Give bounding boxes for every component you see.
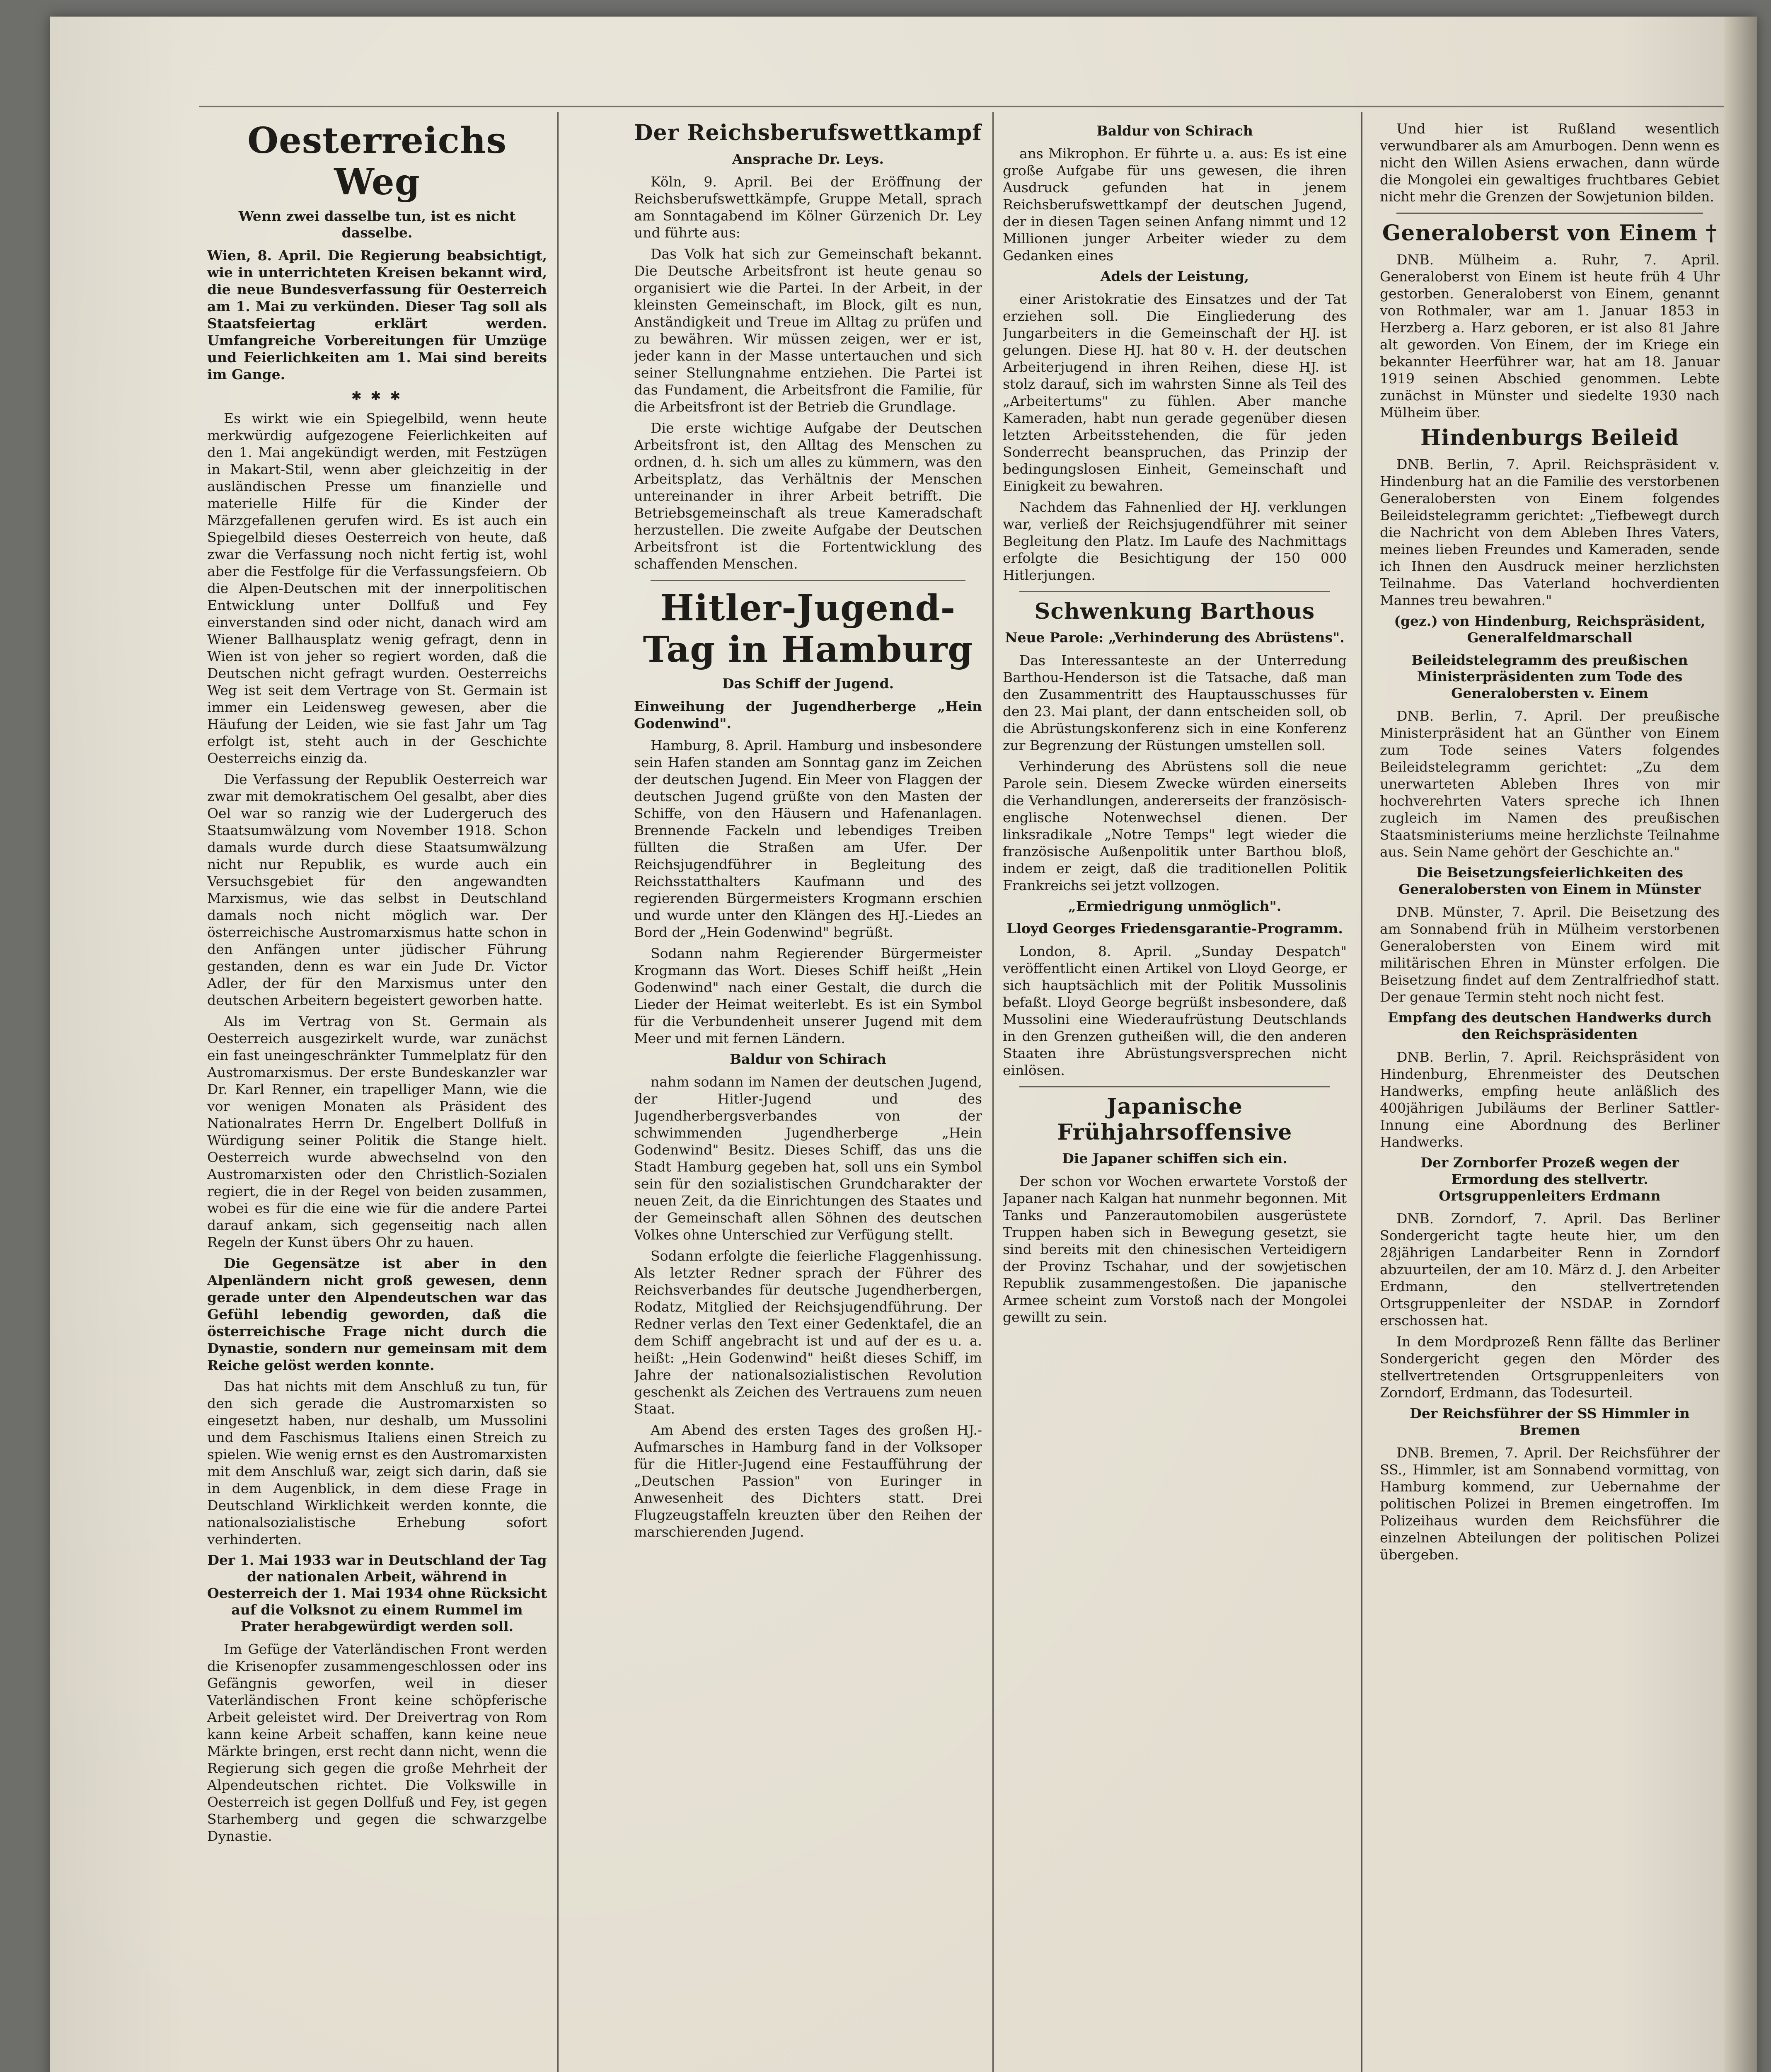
paragraph: In dem Mordprozeß Renn fällte das Berliner Sondergericht gegen den Mörder des stellvertretenden Ortsgruppenleiters von Zorndorf, Erdmann, das Todesurteil. bbox=[1380, 1334, 1720, 1401]
paragraph: Es wirkt wie ein Spiegelbild, wenn heute merkwürdig aufgezogene Feierlichkeiten auf den 1. Mai angekündigt werden, mit Festzügen in Makart-Stil, wenn aber gleichzeitig in der ausländischen Presse um finanzielle und materielle Hilfe für die Kinder der Märzgefallenen gerufen wird. Es ist auch ein Spiegelbild dieses Oesterreich von heute, daß zwar die Verfassung noch nicht fertig ist, wohl aber die Festfolge für die Verfassungsfeiern. Ob die Alpen-Deutschen mit der innerpolitischen Entwicklung unter Dollfuß und Fey einverstanden sind oder nicht, danach wird am Wiener Ballhausplatz wenig gefragt, denn in Wien ist von jeher so regiert worden, daß die Deutschen nicht gefragt wurden. Oesterreichs Weg ist seit dem Vertrage von St. Germain ist immer ein Leidensweg gewesen, aber die Häufung der Leiden, wie sie fast Jahr um Tag erfolgt ist, steht auch in der Geschichte Oesterreichs einzig da. bbox=[207, 410, 547, 766]
page-binding-edge bbox=[1724, 17, 1757, 2072]
paragraph: nahm sodann im Namen der deutschen Jugend, der Hitler-Jugend und des Jugendherbergsverbandes von der schwimmenden Jugendherberge „Hein Godenwind" Besitz. Dieses Schiff, das uns die Stadt Hamburg gegeben hat, soll uns ein Symbol sein für den sozialistischen Grundcharakter der neuen Zeit, da die Einrichtungen des Staates und der Gemeinschaft allen Söhnen des deutschen Volkes ohne Unterschied zur Verfügung stellt. bbox=[634, 1074, 982, 1243]
paragraph: ans Mikrophon. Er führte u. a. aus: Es ist eine große Aufgabe für uns gewesen, die ihren Ausdruck gefunden hat in jenem Reichsberufswettkampf der deutschen Jugend, der in diesen Tagen seinen Anfang nimmt und 12 Millionen junger Arbeiter wieder zu dem Gedanken eines bbox=[1003, 145, 1347, 264]
paragraph: DNB. Münster, 7. April. Die Beisetzung des am Sonnabend früh in Mülheim verstorbenen Generalobersten von Einem wird mit militärischen Ehren in Münster erfolgen. Die Beisetzung findet auf dem Zentralfriedhof statt. Der genaue Termin steht noch nicht fest. bbox=[1380, 904, 1720, 1005]
subheadline: Die Japaner schiffen sich ein. bbox=[1062, 1150, 1287, 1167]
paragraph: DNB. Mülheim a. Ruhr, 7. April. Generaloberst von Einem ist heute früh 4 Uhr gestorben. Generaloberst von Einem, genannt von Rothmaler, war am 1. Januar 1853 in Herzberg a. Harz geboren, er ist also 81 Jahre alt geworden. Von Einem, der im Kriege ein bekannter Heerführer war, hat am 18. Januar 1919 seinen Abschied genommen. Lebte zunächst in Münster und siedelte 1930 nach Mülheim über. bbox=[1380, 252, 1720, 421]
subheadline: Adels der Leistung, bbox=[1100, 268, 1249, 284]
headline-generaloberst-von-einem: Generaloberst von Einem † bbox=[1382, 220, 1718, 246]
paragraph: Hamburg, 8. April. Hamburg und insbesondere sein Hafen standen am Sonntag ganz im Zeichen der deutschen Jugend. Ein Meer von Flaggen der deutschen Jugend grüßte von den Masten der Schiffe, von den Häusern und Hafenanlagen. Brennende Fackeln und lebendiges Treiben füllten die Straßen am Ufer. Der Reichsjugendführer in Begleitung des Reichsstatthalters Kaufmann und des regierenden Bürgermeisters Krogmann erschien und wurde unter den Klängen des HJ.-Liedes an Bord der „Hein Godenwind" begrüßt. bbox=[634, 737, 982, 940]
paragraph: Das Volk hat sich zur Gemeinschaft bekannt. Die Deutsche Arbeitsfront ist heute genau so organisiert wie die Partei. In der Arbeit, in der kleinsten Gemeinschaft, im Block, gilt es nun, Anständigkeit und Treue im Alltag zu prüfen und zu bewähren. Wir müssen zeigen, wer er ist, jeder kann in der Masse untertauchen und sich seiner Stellungnahme entziehen. Die Partei ist das Fundament, die Arbeitsfront die Familie, für die Arbeitsfront ist der Betrieb die Grundlage. bbox=[634, 246, 982, 415]
paragraph: DNB. Berlin, 7. April. Reichspräsident v. Hindenburg hat an die Familie des verstorbenen Generalobersten von Einem folgendes Beileidstelegramm gerichtet: „Tiefbewegt durch die Nachricht von dem Ableben Ihres Vaters, meines lieben Freundes und Kameraden, sende ich Ihnen den Ausdruck meiner herzlichsten Teilnahme. Das Vaterland hochverdienten Mannes treu bewahren." bbox=[1380, 456, 1720, 608]
newspaper-page bbox=[50, 17, 1757, 2072]
article-lead: Wien, 8. April. Die Regierung beabsichtigt, wie in unterrichteten Kreisen bekannt wird, die neue Bundesverfassung für Oesterreich am 1. Mai zu verkünden. Dieser Tag soll als Staatsfeiertag erklärt werden. Umfangreiche Vorbereitungen für Umzüge und Feierlichkeiten am 1. Mai sind bereits im Gange. bbox=[207, 247, 547, 382]
signature-line: (gez.) von Hindenburg, Reichspräsident, Generalfeldmarschall bbox=[1394, 613, 1706, 646]
section-divider bbox=[1019, 1086, 1330, 1087]
paragraph: Das Interessanteste an der Unterredung Barthou-Henderson ist die Tatsache, daß man den Zusammentritt des Hauptausschusses für den 23. Mai plant, der dann entscheiden soll, ob die Abrüstungskonferenz sich in eine Konferenz zur Begrenzung der Rüstungen umstellen soll. bbox=[1003, 652, 1347, 753]
paragraph: Sodann nahm Regierender Bürgermeister Krogmann das Wort. Dieses Schiff heißt „Hein Godenwind" nach einer Gestalt, die durch die Lieder der Heimat weiterlebt. Es ist ein Symbol für die Verbundenheit unserer Jugend mit dem Meer und mit fernen Ländern. bbox=[634, 945, 982, 1046]
paragraph: Die erste wichtige Aufgabe der Deutschen Arbeitsfront ist, den Alltag des Menschen zu ordnen, d. h. sich um alles zu kümmern, was den Arbeitsplatz, das Verhältnis der Menschen untereinander in ihrer Arbeit betrifft. Die Betriebsgemeinschaft als treue Kameradschaft herzustellen. Die zweite Aufgabe der Deutschen Arbeitsfront ist die Fortentwicklung des schaffenden Menschen. bbox=[634, 420, 982, 572]
subheadline: Neue Parole: „Verhinderung des Abrüstens". bbox=[1005, 629, 1345, 646]
subheadline: Wenn zwei dasselbe tun, ist es nicht dasselbe. bbox=[238, 208, 516, 241]
subheadline: Der Zornborfer Prozeß wegen der Ermordung des stellvertr. Ortsgruppenleiters Erdmann bbox=[1420, 1155, 1679, 1204]
paragraph: einer Aristokratie des Einsatzes und der Tat erziehen soll. Die Eingliederung des Jungarbeiters in die Gemeinschaft der HJ. ist gelungen. Diese HJ. hat 80 v. H. der deutschen Arbeiterjugend in ihren Reihen, diese HJ. ist stolz darauf, sich im wahrsten Sinne als Teil des „Arbeitertums" zu fühlen. Aber manche Kameraden, habt nun gerade gegenüber diesen letzten Arbeitsstehenden, die für jeden Sonderrecht beanspruchen, das Prinzip der bedingungslosen Einheit, Gemeinschaft und Einigkeit zu bewahren. bbox=[1003, 291, 1347, 494]
column-rule bbox=[557, 112, 559, 2072]
subheadline: Die Beisetzungsfeierlichkeiten des Generalobersten von Einem in Münster bbox=[1398, 864, 1701, 897]
ornament-divider: ✱ ✱ ✱ bbox=[351, 389, 403, 404]
subheadline: „Ermiedrigung unmöglich". bbox=[1068, 898, 1282, 914]
subheadline: Empfang des deutschen Handwerks durch den Reichspräsidenten bbox=[1388, 1009, 1712, 1042]
paragraph: Nachdem das Fahnenlied der HJ. verklungen war, verließ der Reichsjugendführer mit seiner Begleitung den Platz. Im Laufe des Nachmittags erfolgte die Besichtigung der 150 000 Hitlerjungen. bbox=[1003, 499, 1347, 583]
subheadline: Ansprache Dr. Leys. bbox=[732, 151, 884, 167]
column-2 bbox=[634, 120, 982, 2072]
paragraph: Das hat nichts mit dem Anschluß zu tun, für den sich gerade die Austromarxisten so eingesetzt haben, nur deshalb, um Mussolini und dem Faschismus Italiens einen Streich zu spielen. Wie wenig ernst es den Austromarxisten mit dem Anschluß war, zeigt sich darin, daß sie in dem Augenblick, in dem diese Frage in Deutschland Wirklichkeit werden konnte, die nationalsozialistische Erhebung sofort verhinderten. bbox=[207, 1378, 547, 1547]
headline-oesterreichs-weg: Oesterreichs Weg bbox=[247, 120, 507, 203]
paragraph: DNB. Berlin, 7. April. Der preußische Ministerpräsident hat an Günther von Einem zum Tode seines Vaters folgendes Beileidstelegramm gerichtet: „Zu dem unerwarteten Ableben Ihres von mir hochverehrten Vaters spreche ich Ihnen zugleich im Namen des preußischen Staatsministeriums meine herzlichste Teilnahme aus. Sein Name gehört der Geschichte an." bbox=[1380, 708, 1720, 860]
paragraph: Die Verfassung der Republik Oesterreich war zwar mit demokratischem Oel gesalbt, aber dies Oel war so ranzig wie der Ludergeruch des Staatsumwälzung vom November 1918. Schon damals wurde durch diese Staatsumwälzung nicht nur Republik, es wurde auch ein Versuchsgebiet für den angewandten Marxismus, wie das selbst in Deutschland damals noch nicht möglich war. Der österreichische Austromarxismus hatte schon in den Anfängen unter jüdischer Führung gestanden, denn es war ein Jude Dr. Victor Adler, der für den Marxismus unter den deutschen Arbeitern begeistert geworben hatte. bbox=[207, 771, 547, 1008]
article-lead: Einweihung der Jugendherberge „Hein Godenwind". bbox=[634, 698, 982, 731]
column-rule bbox=[1361, 112, 1362, 2072]
subheadline: Baldur von Schirach bbox=[1096, 123, 1253, 139]
headline-reichsberufswettkampf: Der Reichsberufswettkampf bbox=[634, 120, 982, 145]
highlight-paragraph: Der 1. Mai 1933 war in Deutschland der Tag der nationalen Arbeit, während in Oesterreich der 1. Mai 1934 ohne Rücksicht auf die Volksnot zu einem Rummel im Prater herabgewürdigt werden soll. bbox=[207, 1552, 547, 1634]
subheadline: Der Reichsführer der SS Himmler in Bremen bbox=[1410, 1405, 1690, 1438]
paragraph: DNB. Zorndorf, 7. April. Das Berliner Sondergericht tagte heute hier, um den 28jährigen Landarbeiter Renn in Zorndorf abzuurteilen, der am 10. März d. J. den Arbeiter Erdmann, den stellvertretenden Ortsgruppenleiter der NSDAP. in Zorndorf erschossen hat. bbox=[1380, 1210, 1720, 1329]
top-rule bbox=[199, 106, 1724, 107]
column-rule bbox=[992, 112, 994, 2072]
column-1 bbox=[207, 120, 547, 2072]
paragraph: Im Gefüge der Vaterländischen Front werden die Krisenopfer zusammengeschlossen oder ins Gefängnis geworfen, weil in dieser Vaterländischen Front keine schöpferische Arbeit geleistet wird. Der Dreivertrag von Rom kann keine Arbeit schaffen, kann keine neue Märkte bringen, erst recht dann nicht, wenn die Regierung sich gegen die große Mehrheit der Alpendeutschen richtet. Die Volkswille in Oesterreich ist gegen Dollfuß und Fey, ist gegen Starhemberg und gegen die schwarzgelbe Dynastie. bbox=[207, 1641, 547, 1844]
paragraph: Sodann erfolgte die feierliche Flaggenhissung. Als letzter Redner sprach der Führer des Reichsverbandes für deutsche Jugendherbergen, Rodatz, Mitglied der Reichsjugendführung. Der Redner verlas den Text einer Gedenktafel, die an dem Schiff angebracht ist und auf der es u. a. heißt: „Hein Godenwind" heißt dieses Schiff, im Jahre der nationalsozialistischen Revolution geschenkt als Zeichen des Vertrauens zum neuen Staat. bbox=[634, 1248, 982, 1417]
headline-hindenburgs-beileid: Hindenburgs Beileid bbox=[1420, 425, 1679, 450]
section-divider bbox=[651, 580, 965, 581]
paragraph: Verhinderung des Abrüstens soll die neue Parole sein. Diesem Zwecke würden einerseits die Verhandlungen, andererseits der französisch-englische Notenwechsel dienen. Der linksradikale „Notre Temps" legt wieder die französische Außenpolitik unter Barthou bloß, indem er zeigt, daß die traditionellen Politik Frankreichs sei jetzt vollzogen. bbox=[1003, 758, 1347, 893]
subheadline: Baldur von Schirach bbox=[730, 1051, 886, 1067]
column-3 bbox=[1003, 120, 1347, 2072]
section-divider bbox=[1019, 591, 1330, 592]
paragraph: DNB. Berlin, 7. April. Reichspräsident von Hindenburg, Ehrenmeister des Deutschen Handwerks, empfing heute anläßlich des 400jährigen Jubiläums der Berliner Sattler-Innung eine Abordnung des Berliner Handwerks. bbox=[1380, 1049, 1720, 1150]
headline-schwenkung-barthous: Schwenkung Barthous bbox=[1034, 599, 1315, 624]
column-4 bbox=[1380, 120, 1720, 2072]
subheadline: Das Schiff der Jugend. bbox=[722, 675, 894, 692]
paragraph: Als im Vertrag von St. Germain als Oesterreich ausgezirkelt wurde, war zunächst ein fast uneingeschränkter Tummelplatz für den Austromarxismus. Der erste Bundeskanzler war Dr. Karl Renner, ein trapelliger Mann, wie die vor wenigen Monaten als Präsident des Nationalrates Herrn Dr. Engelbert Dollfuß in Würdigung seiner Politik die Stange hielt. Oesterreich wurde abwechselnd von den Austromarxisten oder den Christlich-Sozialen regiert, die in der Regel von beiden zusammen, wobei es für die eine wie für die andere Partei darauf ankam, sich gegenseitig nach allen Regeln der Kunst übers Ohr zu hauen. bbox=[207, 1013, 547, 1250]
paragraph: Der schon vor Wochen erwartete Vorstoß der Japaner nach Kalgan hat nunmehr begonnen. Mit Tanks und Panzerautomobilen ausgerüstete Truppen haben sich in Bewegung gesetzt, sie sind bereits mit den chinesischen Verteidigern der Provinz Tschahar, und der sowjetischen Republik zusammengestoßen. Die japanische Armee scheint zum Vorstoß nach der Mongolei gewillt zu sein. bbox=[1003, 1173, 1347, 1325]
subheadline: Beileidstelegramm des preußischen Ministerpräsidenten zum Tode des Generalobersten v. Einem bbox=[1411, 652, 1688, 701]
paragraph: Köln, 9. April. Bei der Eröffnung der Reichsberufswettkämpfe, Gruppe Metall, sprach am Sonntagabend im Kölner Gürzenich Dr. Ley und führte aus: bbox=[634, 174, 982, 241]
paragraph: Und hier ist Rußland wesentlich verwundbarer als am Amurbogen. Denn wenn es nicht den Willen Asiens erwachen, dann würde die Mongolei ein gewaltiges fruchtbares Gebiet nicht mehr die Grenzen der Sowjetunion bilden. bbox=[1380, 121, 1720, 205]
subheadline: Lloyd Georges Friedensgarantie-Programm. bbox=[1006, 920, 1343, 937]
paragraph: Am Abend des ersten Tages des großen HJ.-Aufmarsches in Hamburg fand in der Volksoper für die Hitler-Jugend eine Festaufführung der „Deutschen Passion" von Euringer in Anwesenheit des Dichters statt. Drei Flugzeugstaffeln kreuzten über den Reihen der marschierenden Jugend. bbox=[634, 1422, 982, 1540]
paragraph: DNB. Bremen, 7. April. Der Reichsführer der SS., Himmler, ist am Sonnabend vormittag, von Hamburg kommend, zur Uebernahme der politischen Polizei in Bremen eingetroffen. Im Polizeihaus wurden dem Reichsführer die einzelnen Abteilungen der politischen Polizei übergeben. bbox=[1380, 1445, 1720, 1563]
section-divider bbox=[1396, 213, 1703, 214]
headline-japanische-fruehjahrsoffensive: Japanische Frühjahrsoffensive bbox=[1057, 1094, 1292, 1145]
paragraph: London, 8. April. „Sunday Despatch" veröffentlicht einen Artikel von Lloyd George, er sich hauptsächlich mit der Politik Mussolinis befaßt. Lloyd George begrüßt insbesondere, daß Mussolini eine Wiederaufrüstung Deutschlands in den Grenzen gutheißen will, die den anderen Staaten ihre Abrüstungsversprechen nicht einlösen. bbox=[1003, 943, 1347, 1078]
headline-hitler-jugend-tag: Hitler-Jugend-Tag in Hamburg bbox=[643, 587, 973, 670]
paragraph: Die Gegensätze ist aber in den Alpenländern nicht groß gewesen, denn gerade unter den Alpendeutschen war das Gefühl lebendig geworden, daß die österreichische Frage nicht durch die Dynastie, sondern nur gemeinsam mit dem Reiche gelöst werden konnte. bbox=[207, 1255, 547, 1373]
